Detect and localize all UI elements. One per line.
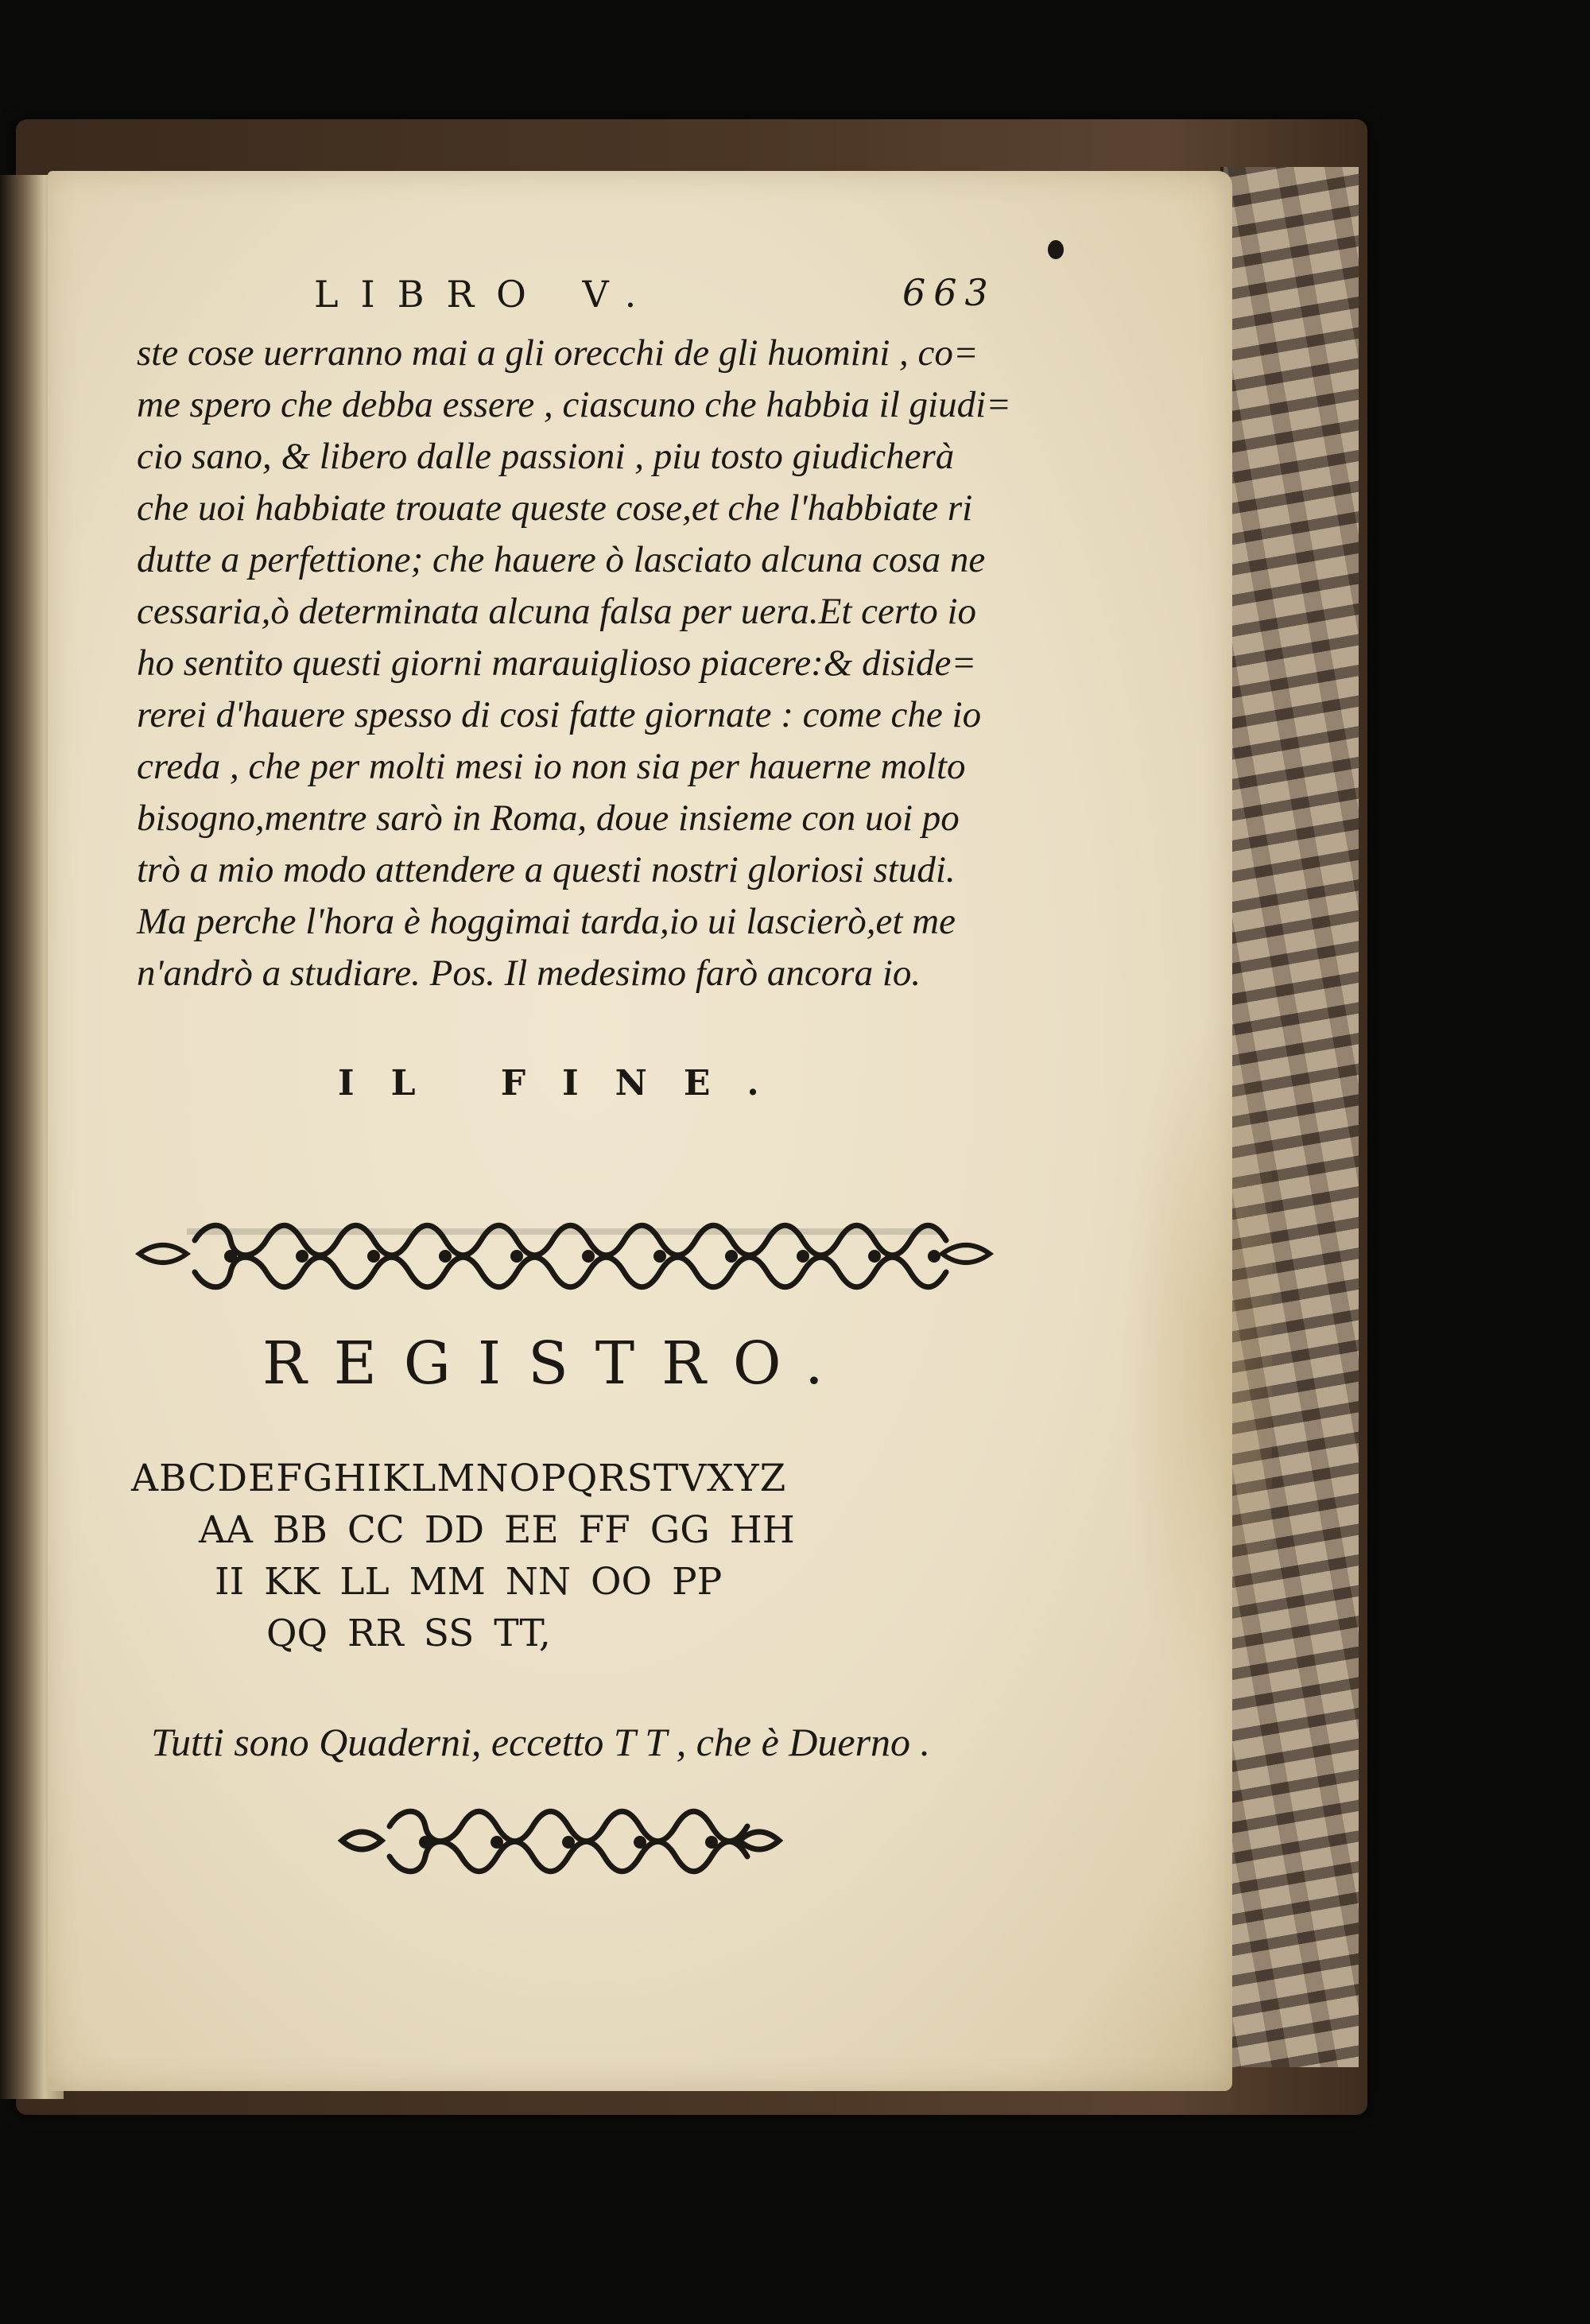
text-line: me spero che debba essere , ciascuno che habbia il giudi= — [137, 384, 1011, 425]
registro-title: REGISTRO. — [262, 1329, 851, 1398]
running-head: LIBRO V. — [314, 273, 659, 316]
collation-note: Tutti sono Quaderni, eccetto T T , che è Duerno . — [151, 1720, 931, 1764]
text-line: che uoi habbiate trouate queste cose,et che l'habbiate ri — [137, 487, 973, 529]
text-line: trò a mio modo attendere a questi nostri gloriosi studi. — [137, 849, 956, 890]
ornament-band-bottom — [334, 1793, 787, 1888]
registro-line: II KK LL MM NN OO PP — [215, 1560, 723, 1604]
text-line: ho sentito questi giorni marauiglioso piacere:& diside= — [137, 642, 977, 684]
registro-line: ABCDEFGHIKLMNOPQRSTVXYZ — [131, 1457, 787, 1500]
page-number: 663 — [902, 271, 996, 314]
registro-line: QQ RR SS TT, — [266, 1612, 551, 1655]
text-line: ste cose uerranno mai a gli orecchi de gli huomini , co= — [137, 332, 979, 374]
text-line: dutte a perfettione; che hauere ò lasciato alcuna cosa ne — [137, 539, 986, 580]
ornament-band-top — [131, 1205, 998, 1300]
end-mark: IL FINE. — [338, 1063, 796, 1104]
text-line: cio sano, & libero dalle passioni , piu tosto giudicherà — [137, 436, 955, 477]
text-line: bisogno,mentre sarò in Roma, doue insieme con uoi po — [137, 797, 960, 839]
text-line: n'andrò a studiare. Pos. Il medesimo farò ancora io. — [137, 952, 921, 994]
ink-dot — [1048, 240, 1064, 259]
text-line: cessaria,ò determinata alcuna falsa per uera.Et certo io — [137, 591, 977, 632]
registro-line: AA BB CC DD EE FF GG HH — [199, 1508, 795, 1552]
body-text — [137, 328, 1011, 999]
text-line: Ma perche l'hora è hoggimai tarda,io ui lascierò,et me — [137, 901, 956, 942]
text-line: rerei d'hauere spesso di cosi fatte giornate : come che io — [137, 694, 982, 735]
water-stain — [1121, 1006, 1272, 1721]
text-line: creda , che per molti mesi io non sia per hauerne molto — [137, 746, 966, 787]
